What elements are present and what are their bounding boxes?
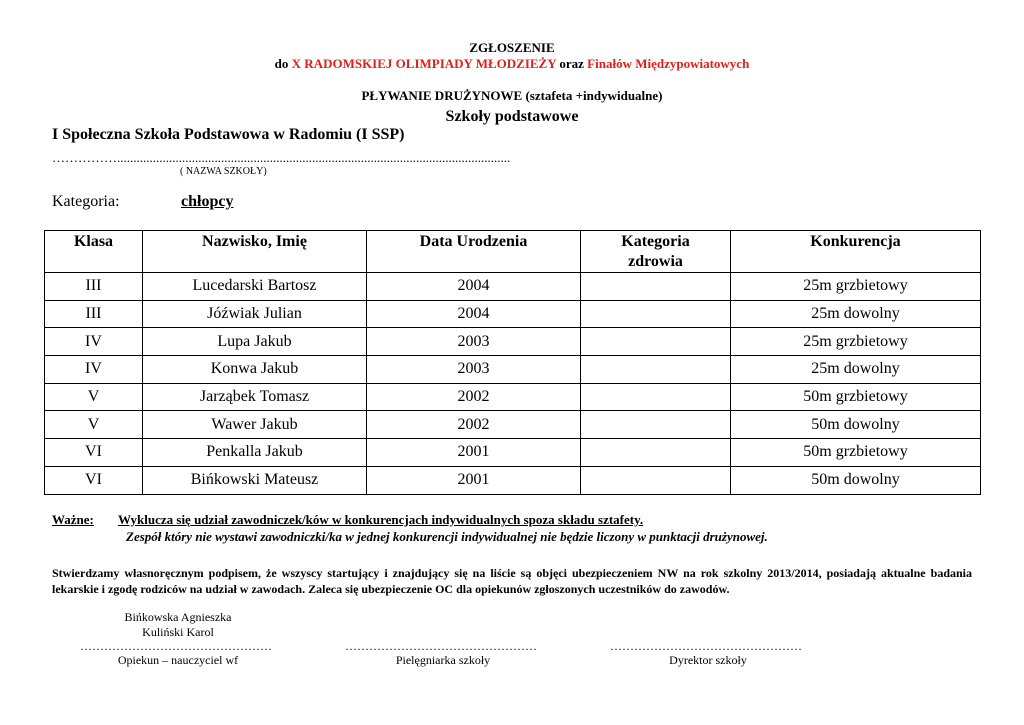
header-klasa: Klasa	[45, 231, 143, 273]
cell-name: Konwa Jakub	[143, 356, 367, 384]
table-row	[45, 356, 981, 384]
discipline: PŁYWANIE DRUŻYNOWE (sztafeta +indywidualne)	[361, 88, 663, 103]
form-subtitle	[0, 56, 1024, 72]
cell-klasa: VI	[45, 466, 143, 494]
school-type: Szkoły podstawowe	[445, 108, 579, 125]
cell-event: 50m dowolny	[731, 411, 981, 439]
important-note-2: Zespół który nie wystawi zawodniczki/ka w jednej konkurencji indywidualnej nie będzie liczony w punktacji drużynowej.	[126, 529, 768, 544]
cell-event: 25m grzbietowy	[731, 328, 981, 356]
header-kategoria-zdrowia	[581, 231, 731, 273]
cell-name: Wawer Jakub	[143, 411, 367, 439]
cell-birth: 2004	[367, 300, 581, 328]
signature-line-opiekun: …………………………………………	[80, 639, 272, 653]
important-label-text: Ważne:	[52, 512, 94, 527]
cell-event: 50m dowolny	[731, 466, 981, 494]
table-row	[45, 300, 981, 328]
table-row	[45, 439, 981, 467]
table-row	[45, 273, 981, 301]
cell-name: Bińkowski Mateusz	[143, 466, 367, 494]
event-name: X RADOMSKIEJ OLIMPIADY MŁODZIEŻY	[291, 56, 557, 71]
cell-health	[581, 300, 731, 328]
subtitle-mid: oraz	[556, 56, 588, 71]
cell-klasa: III	[45, 300, 143, 328]
finals-name: Finałów Międzypowiatowych	[587, 56, 750, 71]
cell-health	[581, 439, 731, 467]
cell-event: 25m dowolny	[731, 356, 981, 384]
cell-klasa: V	[45, 383, 143, 411]
important-label	[52, 512, 94, 528]
cell-birth: 2003	[367, 356, 581, 384]
subtitle-prefix: do	[274, 56, 292, 71]
table-row	[45, 466, 981, 494]
table-header-row	[45, 231, 981, 273]
cell-birth: 2002	[367, 411, 581, 439]
school-name-caption: ( NAZWA SZKOŁY)	[180, 166, 267, 177]
cell-health	[581, 328, 731, 356]
declaration-text: Stwierdzamy własnoręcznym podpisem, że wszyscy startujący i znajdujący się na liście są objęci ubezpieczeniem NW na rok szkolny 2013/2014, posiadają aktualne badania lekarskie i zgodę rodziców na udział w zawodach. Zaleca się ubezpieczenie OC dla opiekunów zgłoszonych uczestników do zawodów.	[52, 566, 972, 596]
participants-table	[44, 230, 981, 495]
header-kategoria-line1: Kategoria	[621, 233, 690, 250]
form-title: ZGŁOSZENIE	[469, 40, 555, 55]
cell-health	[581, 411, 731, 439]
header-kategoria-line2: zdrowia	[628, 253, 683, 270]
cell-klasa: VI	[45, 439, 143, 467]
signature-line-pielegniarka: …………………………………………	[345, 639, 537, 653]
signature-label-dyrektor: Dyrektor szkoły	[669, 653, 747, 667]
cell-birth: 2002	[367, 383, 581, 411]
signature-name-1: Bińkowska Agnieszka	[124, 610, 232, 624]
school-name: I Społeczna Szkoła Podstawowa w Radomiu (I SSP)	[52, 126, 405, 143]
signature-name-2: Kuliński Karol	[142, 625, 214, 639]
cell-klasa: V	[45, 411, 143, 439]
cell-event: 50m grzbietowy	[731, 439, 981, 467]
category-value: chłopcy	[181, 193, 234, 210]
signature-line-dyrektor: …………………………………………	[610, 639, 802, 653]
table-row	[45, 411, 981, 439]
cell-name: Jarząbek Tomasz	[143, 383, 367, 411]
cell-klasa: III	[45, 273, 143, 301]
cell-health	[581, 273, 731, 301]
cell-event: 25m grzbietowy	[731, 273, 981, 301]
cell-name: Penkalla Jakub	[143, 439, 367, 467]
cell-event: 25m dowolny	[731, 300, 981, 328]
header-data-urodzenia: Data Urodzenia	[367, 231, 581, 273]
header-konkurencja: Konkurencja	[731, 231, 981, 273]
table-row	[45, 328, 981, 356]
cell-name: Lucedarski Bartosz	[143, 273, 367, 301]
cell-klasa: IV	[45, 328, 143, 356]
cell-klasa: IV	[45, 356, 143, 384]
category-label: Kategoria:	[52, 193, 120, 210]
signature-label-opiekun: Opiekun – nauczyciel wf	[117, 653, 239, 667]
cell-birth: 2001	[367, 439, 581, 467]
school-name-dots: …………….........................................................................................................................	[52, 150, 511, 165]
cell-birth: 2003	[367, 328, 581, 356]
cell-name: Jóźwiak Julian	[143, 300, 367, 328]
cell-birth: 2004	[367, 273, 581, 301]
signature-label-pielegniarka: Pielęgniarka szkoły	[395, 653, 491, 667]
header-nazwisko: Nazwisko, Imię	[143, 231, 367, 273]
cell-name: Lupa Jakub	[143, 328, 367, 356]
important-note-1: Wyklucza się udział zawodniczek/ków w konkurencjach indywidualnych spoza składu sztafety.	[118, 512, 644, 527]
cell-health	[581, 356, 731, 384]
cell-birth: 2001	[367, 466, 581, 494]
table-row	[45, 383, 981, 411]
cell-event: 50m grzbietowy	[731, 383, 981, 411]
cell-health	[581, 383, 731, 411]
cell-health	[581, 466, 731, 494]
